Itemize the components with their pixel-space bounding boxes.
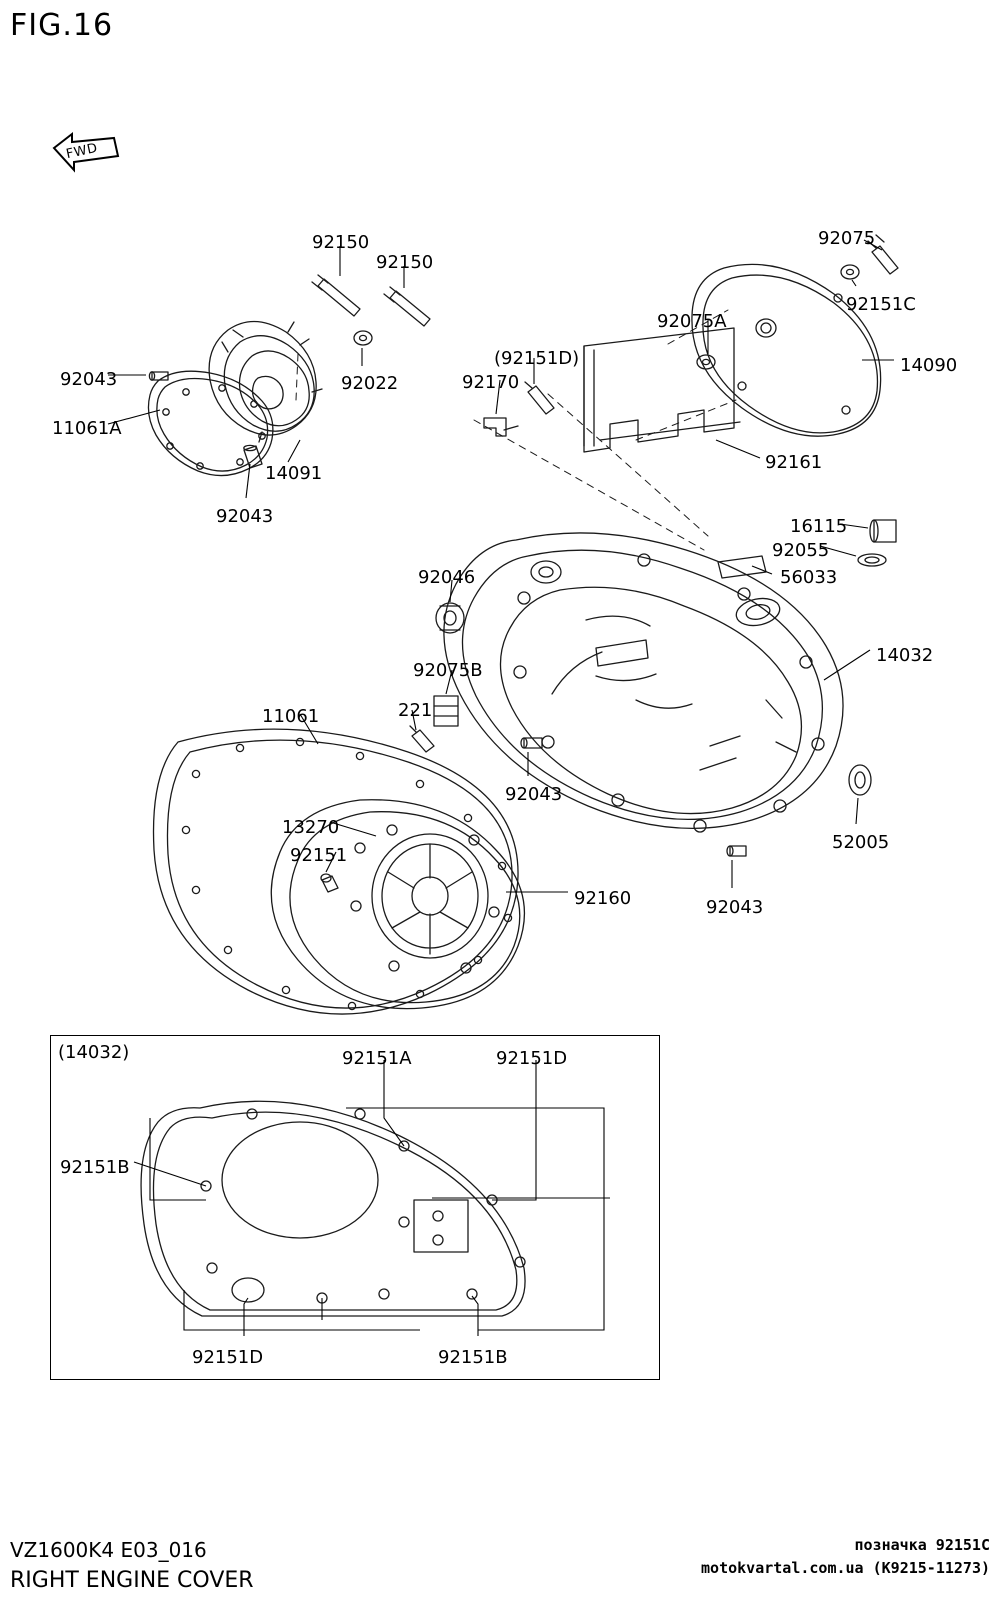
part-label-92043-d: 92043 <box>706 897 764 918</box>
part-label-92150-a: 92150 <box>312 232 370 253</box>
watermark-line-2: motokvartal.com.ua (K9215-11273) <box>701 1559 990 1577</box>
watermark-line-1: позначка 92151C <box>854 1536 990 1554</box>
footer-model-code: VZ1600K4 E03_016 <box>10 1538 207 1562</box>
part-label-92151: 92151 <box>290 845 348 866</box>
part-label-92075b: 92075B <box>413 660 483 681</box>
inset-label-92151d-bottom: 92151D <box>192 1347 264 1368</box>
inset-label-92151d-top: 92151D <box>496 1048 568 1069</box>
part-label-92043-a: 92043 <box>60 369 118 390</box>
fwd-label: FWD <box>64 140 100 163</box>
part-label-92150-b: 92150 <box>376 252 434 273</box>
part-label-11061a: 11061A <box>52 418 122 439</box>
part-label-11061: 11061 <box>262 706 320 727</box>
inset-label-92151a: 92151A <box>342 1048 412 1069</box>
part-label-92043-c: 92043 <box>505 784 563 805</box>
part-label-92160: 92160 <box>574 888 632 909</box>
part-label-92075a: 92075A <box>657 311 727 332</box>
part-label-56033: 56033 <box>780 567 838 588</box>
inset-title: (14032) <box>58 1042 130 1063</box>
inset-label-92151b-bottom: 92151B <box>438 1347 508 1368</box>
part-label-92043-b: 92043 <box>216 506 274 527</box>
inset-detail-frame <box>50 1035 660 1380</box>
inset-label-92151b-left: 92151B <box>60 1157 130 1178</box>
part-label-92022: 92022 <box>341 373 399 394</box>
part-label-221: 221 <box>398 700 433 721</box>
part-label-92055: 92055 <box>772 540 830 561</box>
part-label-13270: 13270 <box>282 817 340 838</box>
part-label-92161: 92161 <box>765 452 823 473</box>
part-label-92151d-paren: (92151D) <box>494 348 580 369</box>
part-label-92170: 92170 <box>462 372 520 393</box>
part-label-14032: 14032 <box>876 645 934 666</box>
part-label-16115: 16115 <box>790 516 848 537</box>
part-label-92046: 92046 <box>418 567 476 588</box>
part-label-14090: 14090 <box>900 355 958 376</box>
page-title: FIG.16 <box>10 8 114 43</box>
part-label-14091: 14091 <box>265 463 323 484</box>
part-label-92075: 92075 <box>818 228 876 249</box>
footer-section-title: RIGHT ENGINE COVER <box>10 1568 254 1593</box>
part-label-92151c: 92151C <box>846 294 916 315</box>
part-label-52005: 52005 <box>832 832 890 853</box>
